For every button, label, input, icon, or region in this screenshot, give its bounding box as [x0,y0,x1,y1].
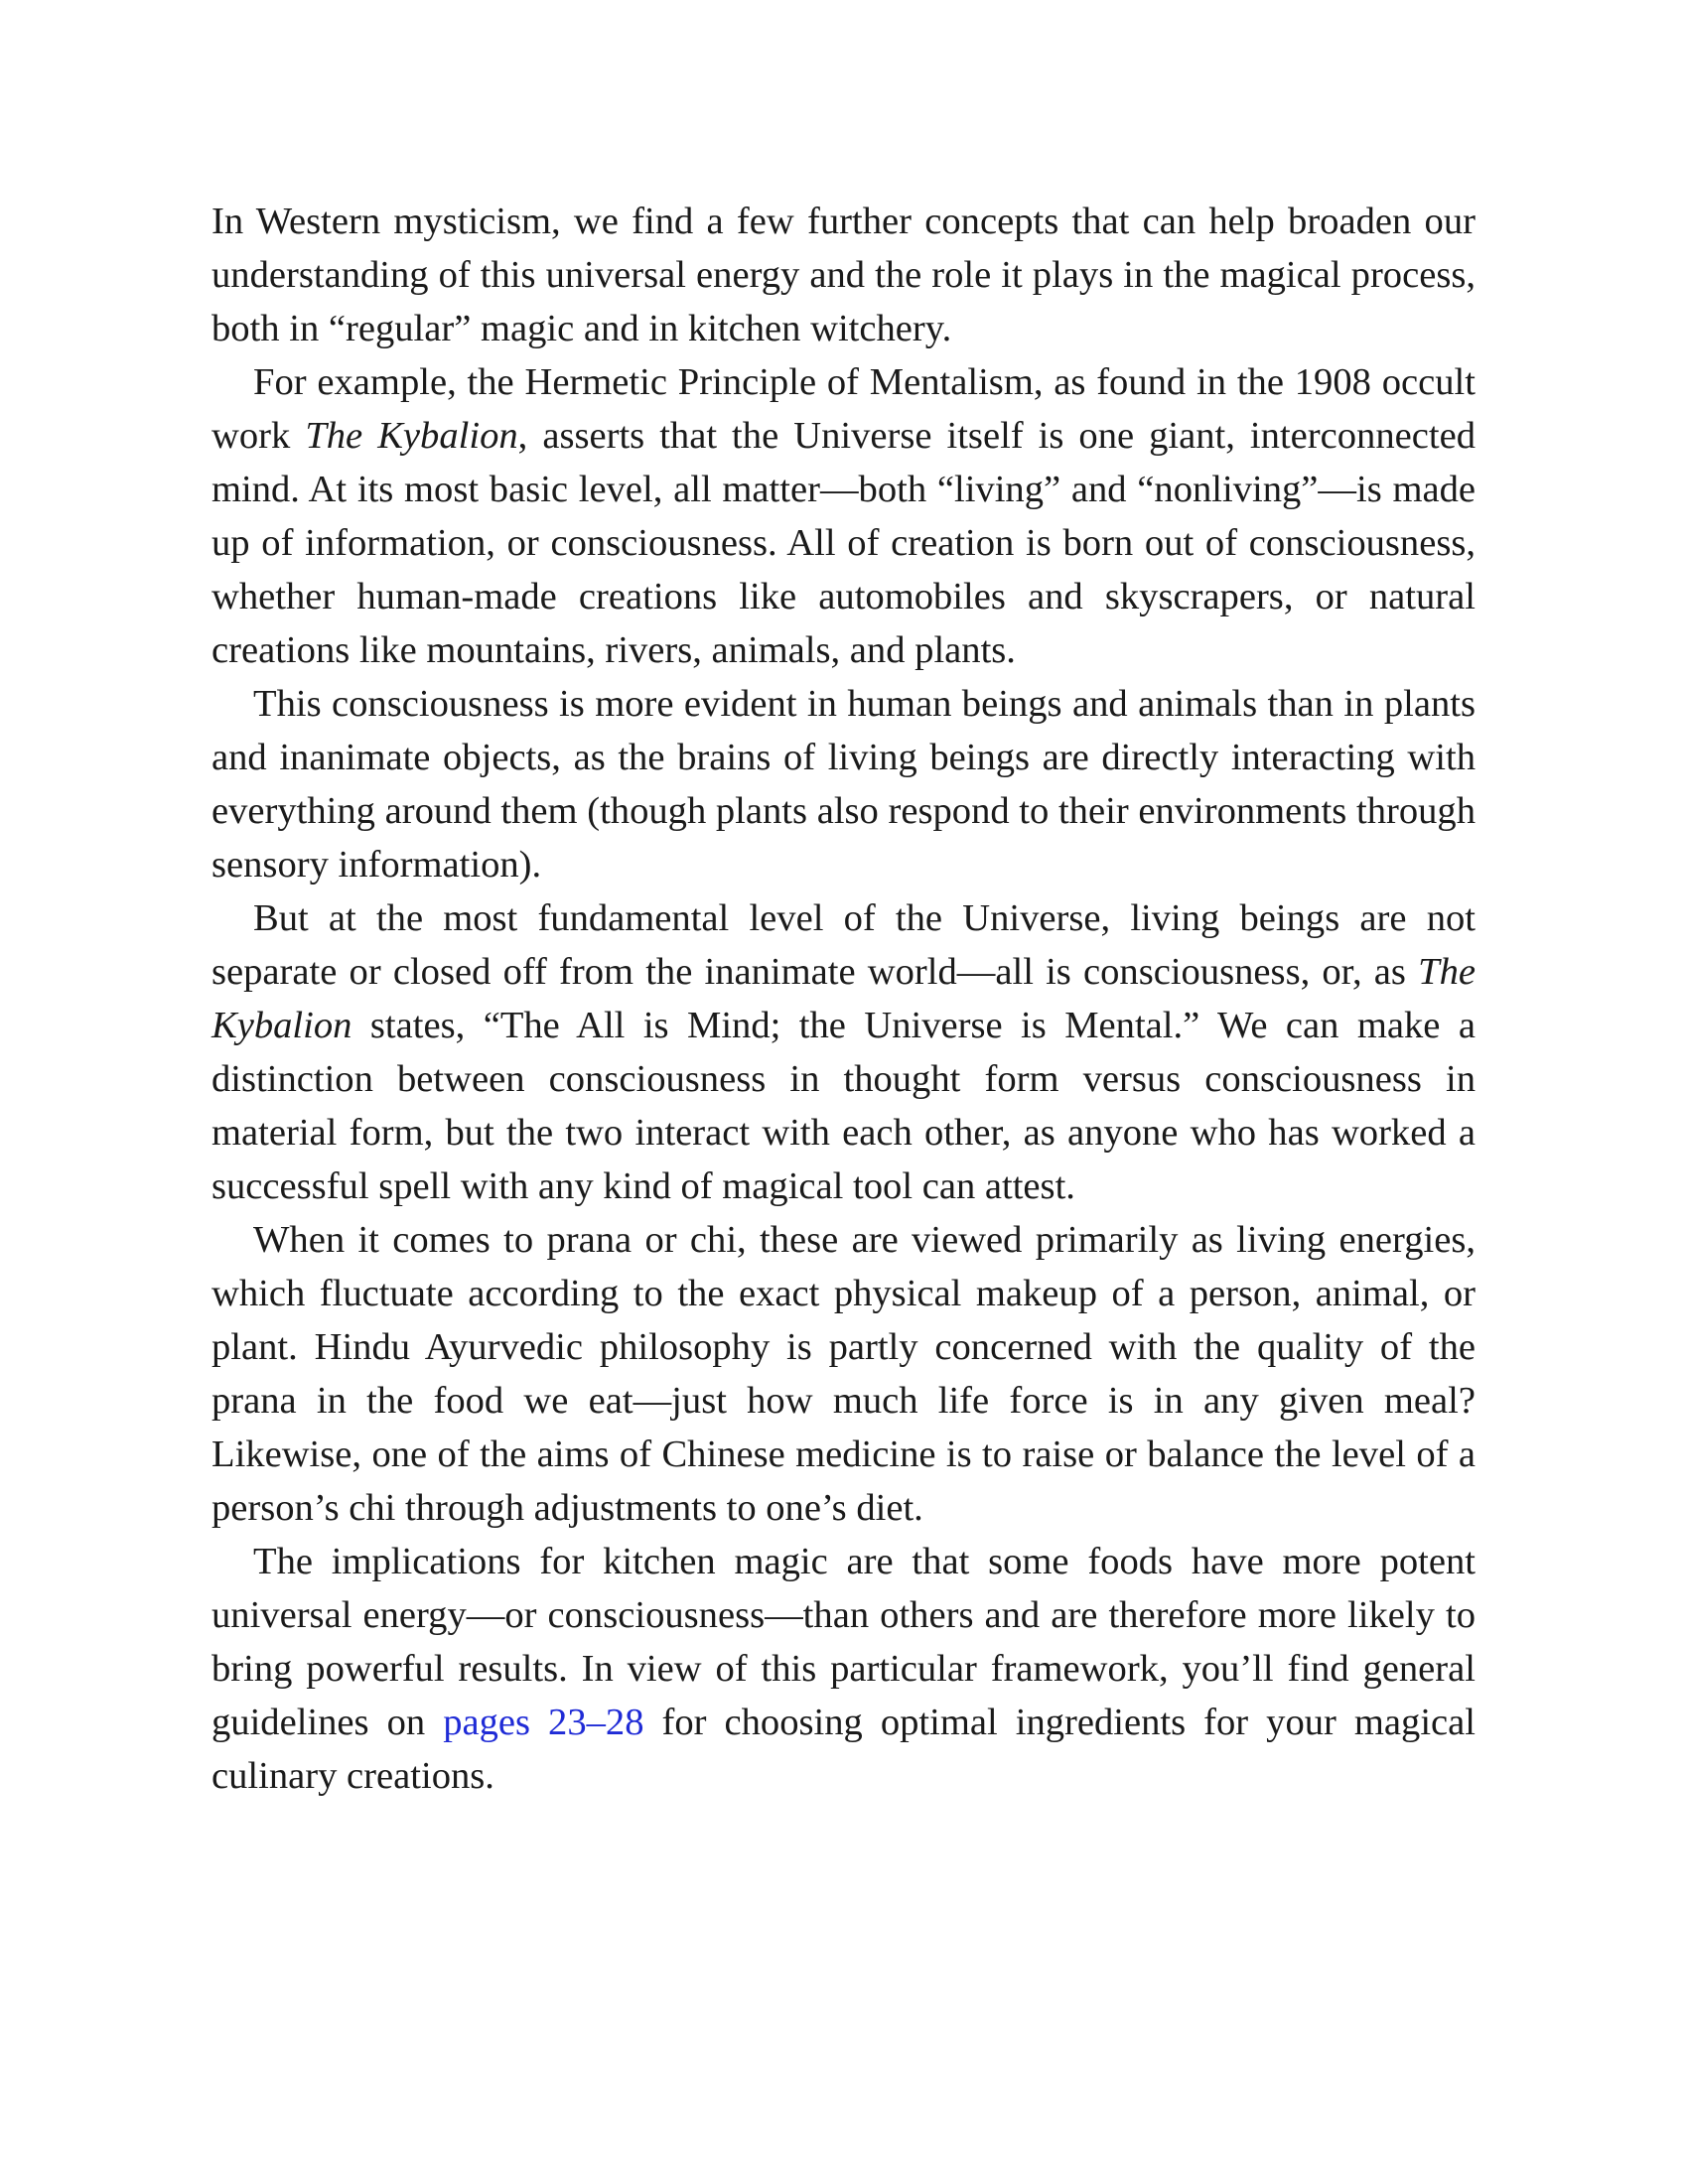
paragraph-text: When it comes to prana or chi, these are viewed primarily as living energies, which fluctuate according to the exact physical makeup of a person, animal, or plant. Hindu Ayurvedic philosophy is partly concerned with the quality of the prana in the food we eat—just how much life force is in any given meal? Likewise, one of the aims of Chinese medicine is to raise or balance the level of a person’s chi through adjustments to one’s diet. [211,1219,1476,1529]
book-title-kybalion: The Kybalion [211,951,1476,1046]
paragraph-text: The implications for kitchen magic are that some foods have more potent universal energy—or consciousness—than others and are therefore more likely to bring powerful results. In view of this particular framework, you’ll find general guidelines on [211,1541,1476,1743]
paragraph-text: This consciousness is more evident in human beings and animals than in plants and inanimate objects, as the brains of living beings are directly interacting with everything around them (though plants also respond to their environments through sensory information). [211,683,1476,886]
paragraph-text: But at the most fundamental level of the Universe, living beings are not separate or closed off from the inanimate world—all is consciousness, or, as [211,897,1476,993]
paragraph-text: for choosing optimal ingredients for your magical culinary creations. [211,1702,1476,1797]
pages-link[interactable]: pages 23–28 [443,1702,644,1743]
page-body [211,195,1476,1803]
paragraph-implications [211,1535,1476,1803]
paragraph-text: For example, the Hermetic Principle of Mentalism, as found in the 1908 occult work [211,361,1476,457]
paragraph-western-mysticism [211,195,1476,355]
paragraph-prana-chi [211,1213,1476,1535]
paragraph-fundamental-level [211,891,1476,1213]
paragraph-text: In Western mysticism, we find a few further concepts that can help broaden our understanding of this universal energy and the role it plays in the magical process, both in “regular” magic and in kitchen witchery. [211,201,1476,349]
paragraph-text: , asserts that the Universe itself is one giant, interconnected mind. At its most basic level, all matter—both “living” and “nonliving”—is made up of information, or consciousness. All of creation is born out of consciousness, whether human-made creations like automobiles and skyscrapers, or natural creations like mountains, rivers, animals, and plants. [211,415,1476,671]
paragraph-text: states, “The All is Mind; the Universe is Mental.” We can make a distinction between consciousness in thought form versus consciousness in material form, but the two interact with each other, as anyone who has worked a successful spell with any kind of magical tool can attest. [211,1005,1476,1207]
book-title-kybalion: The Kybalion [305,415,518,457]
paragraph-hermetic-principle [211,355,1476,677]
paragraph-consciousness-evident [211,677,1476,891]
